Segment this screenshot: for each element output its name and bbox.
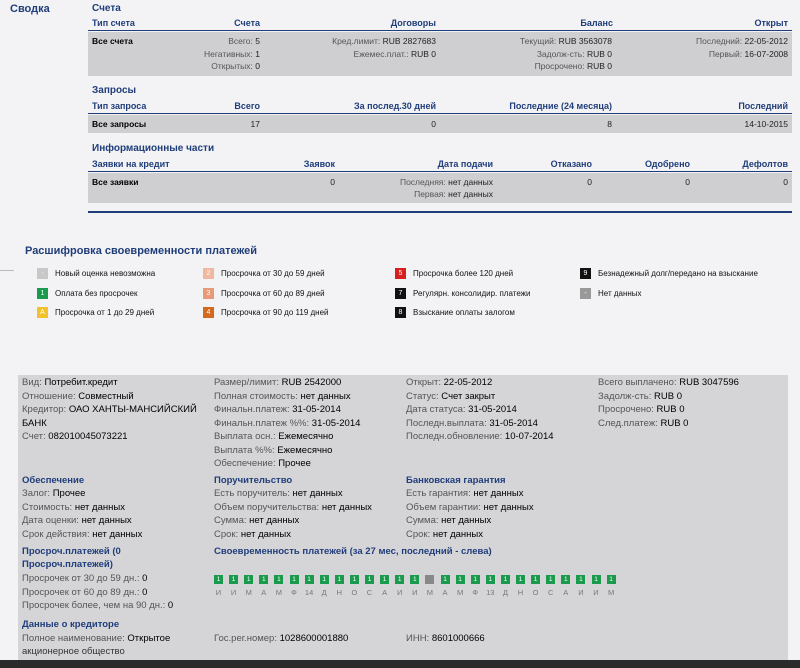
accounts-col4-line: Первый: 16-07-2008 <box>708 48 788 59</box>
legend-badge: 4 <box>203 307 214 318</box>
inquiries-row-last: 14-10-2015 <box>744 119 788 129</box>
payment-month-label: И <box>593 588 599 597</box>
legend-item <box>203 288 325 299</box>
legend-text: Просрочка более 120 дней <box>413 269 514 278</box>
legend-text: Просрочка от 90 до 119 дней <box>221 308 329 317</box>
detail-col4-line: След.платеж: RUB 0 <box>598 417 689 429</box>
payment-status-cell: 1 <box>350 575 359 584</box>
payment-month-label: И <box>578 588 584 597</box>
payment-status-cell: 1 <box>531 575 540 584</box>
info-row-date-first: Первая: нет данных <box>414 189 493 199</box>
legend-text: Оплата без просрочек <box>55 289 138 298</box>
guarantee-line: Есть поручитель: нет данных <box>214 488 343 499</box>
inquiries-header-type: Тип запроса <box>92 101 147 111</box>
payment-month-label: М <box>245 588 252 597</box>
guarantee-title: Поручительство <box>214 475 293 486</box>
inquiries-row-30days: 0 <box>431 119 436 129</box>
info-header-date: Дата подачи <box>437 159 493 169</box>
payment-month-label: С <box>366 588 373 597</box>
accounts-header-contracts: Договоры <box>390 18 436 28</box>
detail-col2-line: Обеспечение: Прочее <box>214 458 311 469</box>
collateral-line: Дата оценки: нет данных <box>22 515 132 526</box>
accounts-header-type: Тип счета <box>92 18 135 28</box>
detail-col1-line: БАНК <box>22 417 47 429</box>
payment-status-cell: 1 <box>576 575 585 584</box>
info-header-applications: Заявки на кредит <box>92 159 170 169</box>
inquiries-header-divider <box>88 113 792 114</box>
payment-month-label: Ф <box>472 588 479 597</box>
collateral-line: Стоимость: нет данных <box>22 501 125 513</box>
accounts-col1-line: Всего: 5 <box>228 36 260 46</box>
payment-status-cell: 1 <box>395 575 404 584</box>
accounts-header-divider <box>88 30 792 31</box>
info-header-approved: Одобрено <box>645 159 690 169</box>
payment-month-label: А <box>563 588 569 597</box>
bank-guarantee-line: Объем гарантии: нет данных <box>406 501 534 513</box>
payment-status-cell: 1 <box>486 575 495 584</box>
detail-col1-line: Счет: 082010045073221 <box>22 431 128 442</box>
summary-label: Сводка <box>10 3 50 15</box>
detail-col3-line: Последн.выплата: 31-05-2014 <box>406 417 538 429</box>
info-row-count: 0 <box>330 177 335 187</box>
payment-month-label: М <box>456 588 464 597</box>
legend-item <box>395 307 515 318</box>
detail-col3-line: Открыт: 22-05-2012 <box>406 377 493 388</box>
payment-month-label: И <box>215 588 222 597</box>
collateral-title: Обеспечение <box>22 475 85 486</box>
guarantee-line: Объем поручительства: нет данных <box>214 501 372 513</box>
detail-col2-line: Полная стоимость: нет данных <box>214 390 351 402</box>
detail-col1-line: Отношение: Совместный <box>22 390 134 402</box>
inquiries-header-30days: За послед.30 дней <box>354 101 436 111</box>
payment-status-cell: 1 <box>214 575 223 584</box>
payment-status-cell: 1 <box>229 575 238 584</box>
payment-status-cell: 1 <box>365 575 374 584</box>
info-row-approved: 0 <box>685 177 690 187</box>
payment-month-label: 13 <box>486 588 495 597</box>
legend-badge: A <box>37 307 48 318</box>
detail-col2-line: Выплата осн.: Ежемесячно <box>214 431 334 442</box>
legend-badge: - <box>580 288 591 299</box>
info-header-divider <box>88 171 792 172</box>
legend-badge: 2 <box>203 268 214 279</box>
legend-left-tick <box>0 270 14 271</box>
payment-status-cell: 1 <box>305 575 314 584</box>
legend-text: Просрочка от 60 до 89 дней <box>221 289 325 298</box>
info-header-refused: Отказано <box>550 159 592 169</box>
legend-text: Безнадежный долг/передано на взыскание <box>598 269 758 278</box>
info-bottom-divider <box>88 211 792 213</box>
legend-item <box>395 288 531 299</box>
collateral-line: Залог: Прочее <box>22 488 86 499</box>
payment-month-label: И <box>230 588 237 597</box>
payment-month-label: И <box>412 588 418 597</box>
payment-month-label: И <box>396 588 403 597</box>
detail-col1-line: Кредитор: ОАО ХАНТЫ-МАНСИЙСКИЙ <box>22 404 197 415</box>
legend-badge: 5 <box>395 268 406 279</box>
guarantee-line: Срок: нет данных <box>214 528 291 540</box>
legend-item <box>580 288 642 299</box>
payment-month-label: 14 <box>304 588 314 597</box>
payment-month-label: О <box>351 588 358 597</box>
accounts-col3-line: Задолж-сть: RUB 0 <box>536 48 612 59</box>
legend-item <box>203 307 329 318</box>
info-title: Информационные части <box>92 143 215 154</box>
legend-text: Просрочка от 1 до 29 дней <box>55 308 155 317</box>
overdue-line: Просрочек более, чем на 90 дн.: 0 <box>22 600 174 611</box>
payment-month-label: М <box>607 588 615 597</box>
inquiries-row-24months: 8 <box>607 119 612 129</box>
detail-col4-line: Задолж-сть: RUB 0 <box>598 390 683 402</box>
creditor-full-name: Полное наименование: Открытое <box>22 633 171 644</box>
payment-status-cell: 1 <box>259 575 268 584</box>
info-header-defaults: Дефолтов <box>742 159 788 169</box>
inquiries-header-24months: Последние (24 месяца) <box>509 101 612 111</box>
accounts-col1-line: Негативных: 1 <box>204 48 260 59</box>
legend-text: Взыскание оплаты залогом <box>413 308 515 317</box>
legend-text: Новый оценка невозможна <box>55 269 156 278</box>
overdue-line: Просрочек от 60 до 89 дн.: 0 <box>22 586 148 598</box>
overdue-title-2: Просроч.платежей) <box>22 559 113 570</box>
accounts-row-label: Все счета <box>92 36 133 46</box>
detail-col2-line: Выплата %%: Ежемесячно <box>214 444 333 456</box>
payment-status-cell: 1 <box>441 575 450 584</box>
legend-badge: 8 <box>395 307 406 318</box>
inquiries-header-total: Всего <box>234 101 260 111</box>
accounts-col1-line: Открытых: 0 <box>211 61 260 71</box>
payment-month-label: С <box>547 588 554 597</box>
accounts-col4-line: Последний: 22-05-2012 <box>696 36 788 46</box>
detail-col3-line: Последн.обновление: 10-07-2014 <box>406 431 554 442</box>
creditor-ogrn: Гос.рег.номер: 1028600001880 <box>214 633 349 644</box>
accounts-title: Счета <box>92 3 121 14</box>
bank-guarantee-line: Срок: нет данных <box>406 528 483 540</box>
legend-item <box>395 268 513 279</box>
legend-item <box>203 268 325 279</box>
payment-status-cell: 1 <box>546 575 555 584</box>
detail-col2-line: Финальн.платеж: 31-05-2014 <box>214 404 341 415</box>
creditor-inn: ИНН: 8601000666 <box>406 633 485 644</box>
legend-badge: 7 <box>395 288 406 299</box>
info-header-count: Заявок <box>303 159 335 169</box>
payment-status-cell: 1 <box>320 575 329 584</box>
inquiries-header-last: Последний <box>738 101 788 111</box>
payment-month-label: А <box>261 588 267 597</box>
payment-status-cell: 1 <box>501 575 510 584</box>
payment-month-label: О <box>532 588 539 597</box>
payment-status-cell: 1 <box>410 575 419 584</box>
detail-col3-line: Дата статуса: 31-05-2014 <box>406 404 517 415</box>
payment-month-label: М <box>275 588 283 597</box>
accounts-header-balance: Баланс <box>580 18 613 28</box>
bank-guarantee-title: Банковская гарантия <box>406 475 506 486</box>
payment-status-cell: 1 <box>516 575 525 584</box>
payment-status-cell <box>425 575 434 584</box>
info-row-refused: 0 <box>587 177 592 187</box>
detail-col2-line: Размер/лимит: RUB 2542000 <box>214 377 342 388</box>
detail-col1-line: Вид: Потребит.кредит <box>22 377 118 388</box>
detail-col4-line: Просрочено: RUB 0 <box>598 404 685 415</box>
legend-badge: 9 <box>580 268 591 279</box>
inquiries-row-total: 17 <box>250 119 260 129</box>
legend-item <box>580 268 758 279</box>
accounts-header-accounts: Счета <box>234 18 260 28</box>
legend-badge: - <box>37 268 48 279</box>
detail-col2-line: Финальн.платеж %%: 31-05-2014 <box>214 417 361 429</box>
payment-month-label: Ф <box>291 588 297 597</box>
detail-col3-line: Статус: Счет закрыт <box>406 390 496 402</box>
bank-guarantee-line: Сумма: нет данных <box>406 515 492 526</box>
creditor-full-name-cont: акционерное общество <box>22 646 125 657</box>
collateral-line: Срок действия: нет данных <box>22 528 143 540</box>
info-row-date-last: Последняя: нет данных <box>399 177 493 187</box>
payment-month-label: Н <box>517 588 524 597</box>
bank-guarantee-line: Есть гарантия: нет данных <box>406 488 524 499</box>
inquiries-row-label: Все запросы <box>92 119 147 129</box>
payment-status-cell: 1 <box>335 575 344 584</box>
payment-status-cell: 1 <box>290 575 299 584</box>
legend-text: Просрочка от 30 до 59 дней <box>221 269 325 278</box>
payment-month-label: А <box>382 588 388 597</box>
legend-badge: 1 <box>37 288 48 299</box>
payment-status-cell: 1 <box>607 575 616 584</box>
legend-badge: 3 <box>203 288 214 299</box>
payment-month-label: Д <box>321 588 327 597</box>
overdue-line: Просрочек от 30 до 59 дн.: 0 <box>22 573 148 584</box>
inquiries-title: Запросы <box>92 85 137 96</box>
info-row-defaults: 0 <box>783 177 788 187</box>
legend-item <box>37 288 137 299</box>
taskbar <box>0 660 800 668</box>
timeliness-title: Своевременность платежей (за 27 мес, последний - слева) <box>214 546 492 557</box>
accounts-col2-line: Кред.лимит: RUB 2827683 <box>332 36 436 46</box>
payment-status-cell: 1 <box>456 575 465 584</box>
accounts-header-opened: Открыт <box>754 18 788 28</box>
accounts-col3-line: Просрочено: RUB 0 <box>534 61 612 71</box>
payment-month-label: А <box>442 588 448 597</box>
payment-status-cell: 1 <box>471 575 480 584</box>
accounts-col2-line: Ежемес.плат.: RUB 0 <box>353 48 436 59</box>
overdue-title: Просроч.платежей (0 <box>22 546 121 557</box>
payment-month-label: Н <box>336 588 342 597</box>
legend-text: Регулярн. консолидир. платежи <box>413 289 531 298</box>
legend-text: Нет данных <box>598 289 642 298</box>
legend-title: Расшифровка своевременности платежей <box>25 245 257 257</box>
payment-month-label: Д <box>502 588 508 597</box>
payment-status-cell: 1 <box>561 575 570 584</box>
creditor-title: Данные о кредиторе <box>22 619 120 630</box>
legend-item <box>37 307 154 318</box>
payment-status-cell: 1 <box>244 575 253 584</box>
legend-item <box>37 268 155 279</box>
payment-month-label: М <box>426 588 434 597</box>
info-row-label: Все заявки <box>92 177 139 187</box>
payment-status-cell: 1 <box>380 575 389 584</box>
accounts-col3-line: Текущий: RUB 3563078 <box>519 36 612 46</box>
guarantee-line: Сумма: нет данных <box>214 515 300 526</box>
inquiries-row-bg <box>88 115 792 133</box>
payment-status-cell: 1 <box>274 575 283 584</box>
payment-status-cell: 1 <box>592 575 601 584</box>
detail-col4-line: Всего выплачено: RUB 3047596 <box>598 377 739 388</box>
